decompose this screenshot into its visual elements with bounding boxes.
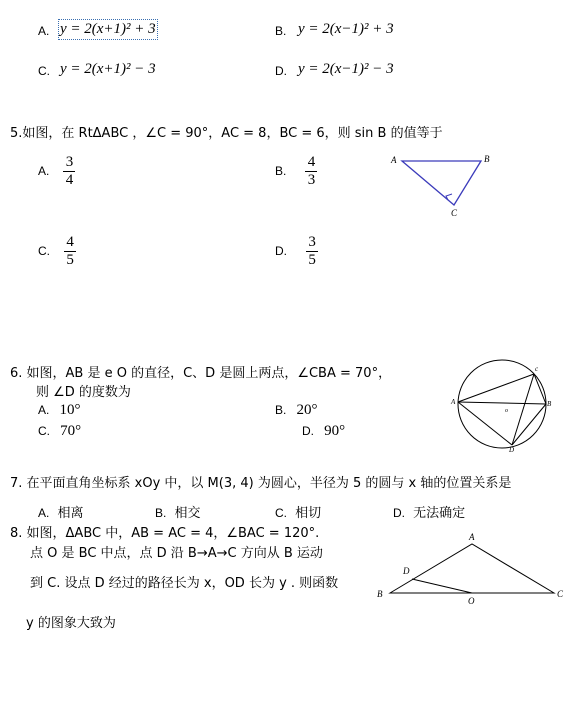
q5-option-b-fraction — [305, 154, 317, 189]
q8-line4: y 的图象大致为 — [26, 616, 116, 631]
q7-option-b-letter: B. — [155, 506, 167, 520]
label-c: C — [451, 208, 458, 218]
q6-option-a — [38, 402, 80, 419]
q8-line1: 8. 如图，ΔABC 中，AB = AC = 4，∠BAC = 120°. — [10, 526, 320, 541]
q6-stem-line1: 6. 如图，AB 是 e O 的直径，C、D 是圆上两点，∠CBA = 70°， — [10, 366, 392, 381]
denominator: 4 — [65, 172, 74, 188]
q6-stem-line2: 则 ∠D 的度数为 — [36, 385, 131, 400]
q5-triangle-figure — [385, 150, 500, 220]
label-b: B — [484, 154, 490, 164]
q7-stem: 7. 在平面直角坐标系 xOy 中，以 M(3, 4) 为圆心，半径为 5 的圆与 x 轴的位置关系是 — [10, 476, 512, 491]
label-b: B — [377, 589, 383, 599]
label-a: A — [451, 398, 456, 406]
q7-option-d-text: 无法确定 — [413, 506, 466, 521]
q7-option-a-letter: A. — [38, 506, 50, 520]
q6-option-d-letter: D. — [302, 424, 314, 438]
denominator: 5 — [66, 252, 74, 268]
q5-option-b — [275, 154, 317, 189]
q4-option-d-letter: D. — [275, 64, 287, 78]
diameter-ab — [458, 402, 546, 404]
q6-option-a-letter: A. — [38, 403, 50, 417]
triangle-abc — [402, 161, 481, 205]
q6-option-d — [302, 423, 345, 440]
q4-option-a-letter: A. — [38, 24, 50, 38]
q6-option-d-text: 90° — [324, 423, 346, 439]
q6-option-b-letter: B. — [275, 403, 287, 417]
q6-option-c — [38, 423, 81, 440]
label-o: O — [468, 596, 475, 606]
label-a: A — [391, 155, 397, 165]
q7-option-d-letter: D. — [393, 506, 405, 520]
q5-stem: 5.如图，在 RtΔABC ，∠C = 90°，AC = 8，BC = 6，则 sin B 的值等于 — [10, 126, 443, 141]
numerator: 4 — [66, 234, 74, 250]
label-d: D — [403, 566, 410, 576]
chord-cb — [534, 374, 546, 404]
q5-option-a-fraction — [63, 154, 75, 189]
q7-option-c-letter: C. — [275, 506, 287, 520]
chord-ad — [458, 402, 512, 445]
q8-line3: 到 C. 设点 D 经过的路径长为 x，OD 长为 y . 则函数 — [30, 576, 339, 591]
label-c: c — [535, 365, 539, 373]
q5-option-a — [38, 154, 75, 189]
q5-option-d-letter: D. — [275, 244, 287, 258]
q7-option-d — [393, 502, 465, 521]
q7-option-a-text: 相离 — [57, 506, 84, 521]
q7-option-b — [155, 502, 201, 521]
q5-option-c — [38, 234, 76, 269]
q6-option-c-letter: C. — [38, 424, 50, 438]
q5-option-d-fraction — [306, 234, 318, 269]
q6-option-a-text: 10° — [59, 402, 81, 418]
denominator: 3 — [307, 172, 316, 188]
numerator: 4 — [307, 154, 316, 170]
q5-option-d — [275, 234, 318, 269]
label-b: B — [547, 400, 552, 408]
q6-option-c-text: 70° — [60, 423, 82, 439]
chord-ac — [458, 374, 534, 402]
q5-option-a-letter: A. — [38, 164, 50, 178]
q5-option-c-fraction — [64, 234, 76, 269]
chord-cd — [512, 374, 534, 445]
label-o: o — [505, 408, 508, 414]
q6-option-b-text: 20° — [296, 402, 318, 418]
q8-triangle-figure — [372, 530, 562, 610]
q7-option-c-text: 相切 — [295, 506, 322, 521]
q7-option-b-text: 相交 — [174, 506, 201, 521]
q4-option-a-expr: y = 2(x+1)² + 3 — [60, 21, 156, 37]
label-c: C — [557, 589, 564, 599]
denominator: 5 — [308, 252, 316, 268]
q4-option-b-expr: y = 2(x−1)² + 3 — [298, 21, 394, 37]
numerator: 3 — [308, 234, 316, 250]
q7-option-a — [38, 502, 84, 521]
q4-option-c-expr: y = 2(x+1)² − 3 — [60, 61, 156, 77]
q4-option-b-letter: B. — [275, 24, 287, 38]
q8-line2: 点 O 是 BC 中点，点 D 沿 B→A→C 方向从 B 运动 — [30, 546, 323, 561]
q4-option-d-expr: y = 2(x−1)² − 3 — [298, 61, 394, 77]
q5-option-b-letter: B. — [275, 164, 287, 178]
q6-option-b — [275, 402, 317, 419]
q4-option-c-letter: C. — [38, 64, 50, 78]
triangle-abc — [390, 544, 554, 593]
q5-option-c-letter: C. — [38, 244, 50, 258]
q7-option-c — [275, 502, 321, 521]
numerator: 3 — [65, 154, 74, 170]
label-a: A — [469, 532, 475, 542]
label-d: D — [509, 446, 515, 454]
q6-circle-figure — [450, 358, 555, 453]
segment-od — [412, 579, 472, 593]
